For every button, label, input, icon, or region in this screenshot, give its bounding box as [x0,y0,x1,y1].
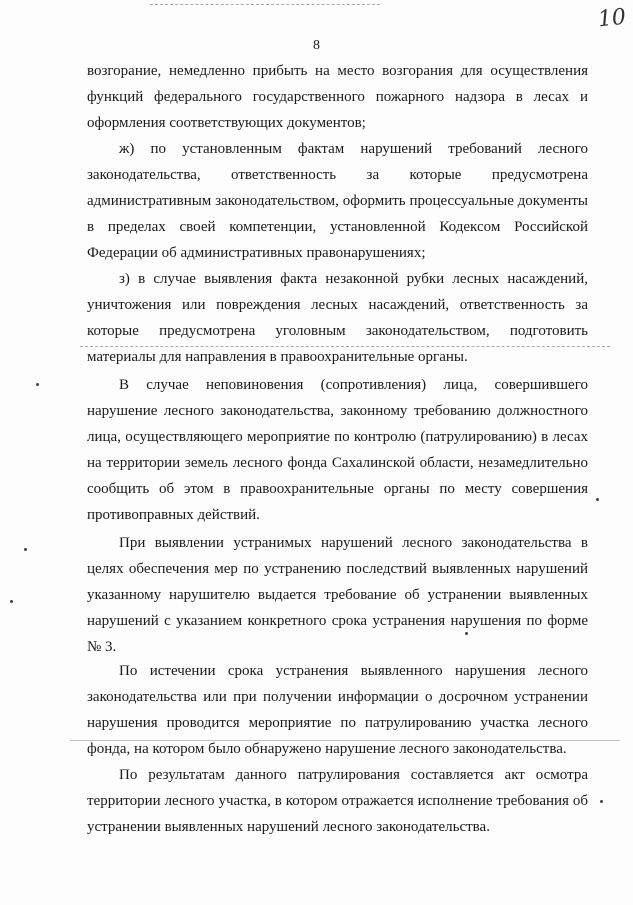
paragraph-deadline-expiry: По истечении срока устранения выявленного нарушения лесного законодательства или при получении информации о досрочном устранении нарушения проводится мероприятие по патрулированию участка лесного фонда, на котором было обнаружено нарушение лесного законодательства. [87,663,588,757]
scan-artifact-dot [596,498,599,501]
page-number: 8 [313,38,320,53]
scan-artifact-dot [36,383,39,386]
scan-artifact-dot [24,548,27,551]
paragraph-item-zh: ж) по установленным фактам нарушений требований лесного законодательства, ответственность за которые предусмотрена административным законодательством, оформить процессуальные документы в пределах своей компетенции, установленной Кодексом Российской Федерации об административных правонарушениях; [87,141,588,261]
scan-artifact-line [150,4,380,5]
paragraph-patrol-results: По результатам данного патрулирования составляется акт осмотра территории лесного участка, в котором отражается исполнение требования об устранении выявленных нарушений лесного законодательства. [87,767,588,835]
scan-artifact-dot [465,632,468,635]
scan-artifact-dot [10,600,13,603]
handwritten-sheet-number: 10 [596,4,628,33]
scan-artifact-dot [600,800,603,803]
paragraph-fire-continuation: возгорание, немедленно прибыть на место возгорания для осуществления функций федерального государственного пожарного надзора в лесах и оформления соответствующих документов; [87,63,588,131]
scan-artifact-line [70,740,620,741]
paragraph-removable-violations: При выявлении устранимых нарушений лесного законодательства в целях обеспечения мер по устранению последствий выявленных нарушений указанному нарушителю выдается требование об устранении выявленных нарушений с указанием конкретного срока устранения нарушения по форме № 3. [87,535,588,655]
paragraph-item-z: з) в случае выявления факта незаконной рубки лесных насаждений, уничтожения или повреждения лесных насаждений, ответственность за которые предусмотрена уголовным законодательством, подготовить материалы для направления в правоохранительные органы. [87,271,588,365]
scan-artifact-line [80,346,610,347]
paragraph-disobedience: В случае неповиновения (сопротивления) лица, совершившего нарушение лесного законодательства, законному требованию должностного лица, осуществляющего мероприятие по контролю (патрулированию) в лесах на территории земель лесного фонда Сахалинской области, незамедлительно сообщить об этом в правоохранительные органы по месту совершения противоправных действий. [87,377,588,523]
